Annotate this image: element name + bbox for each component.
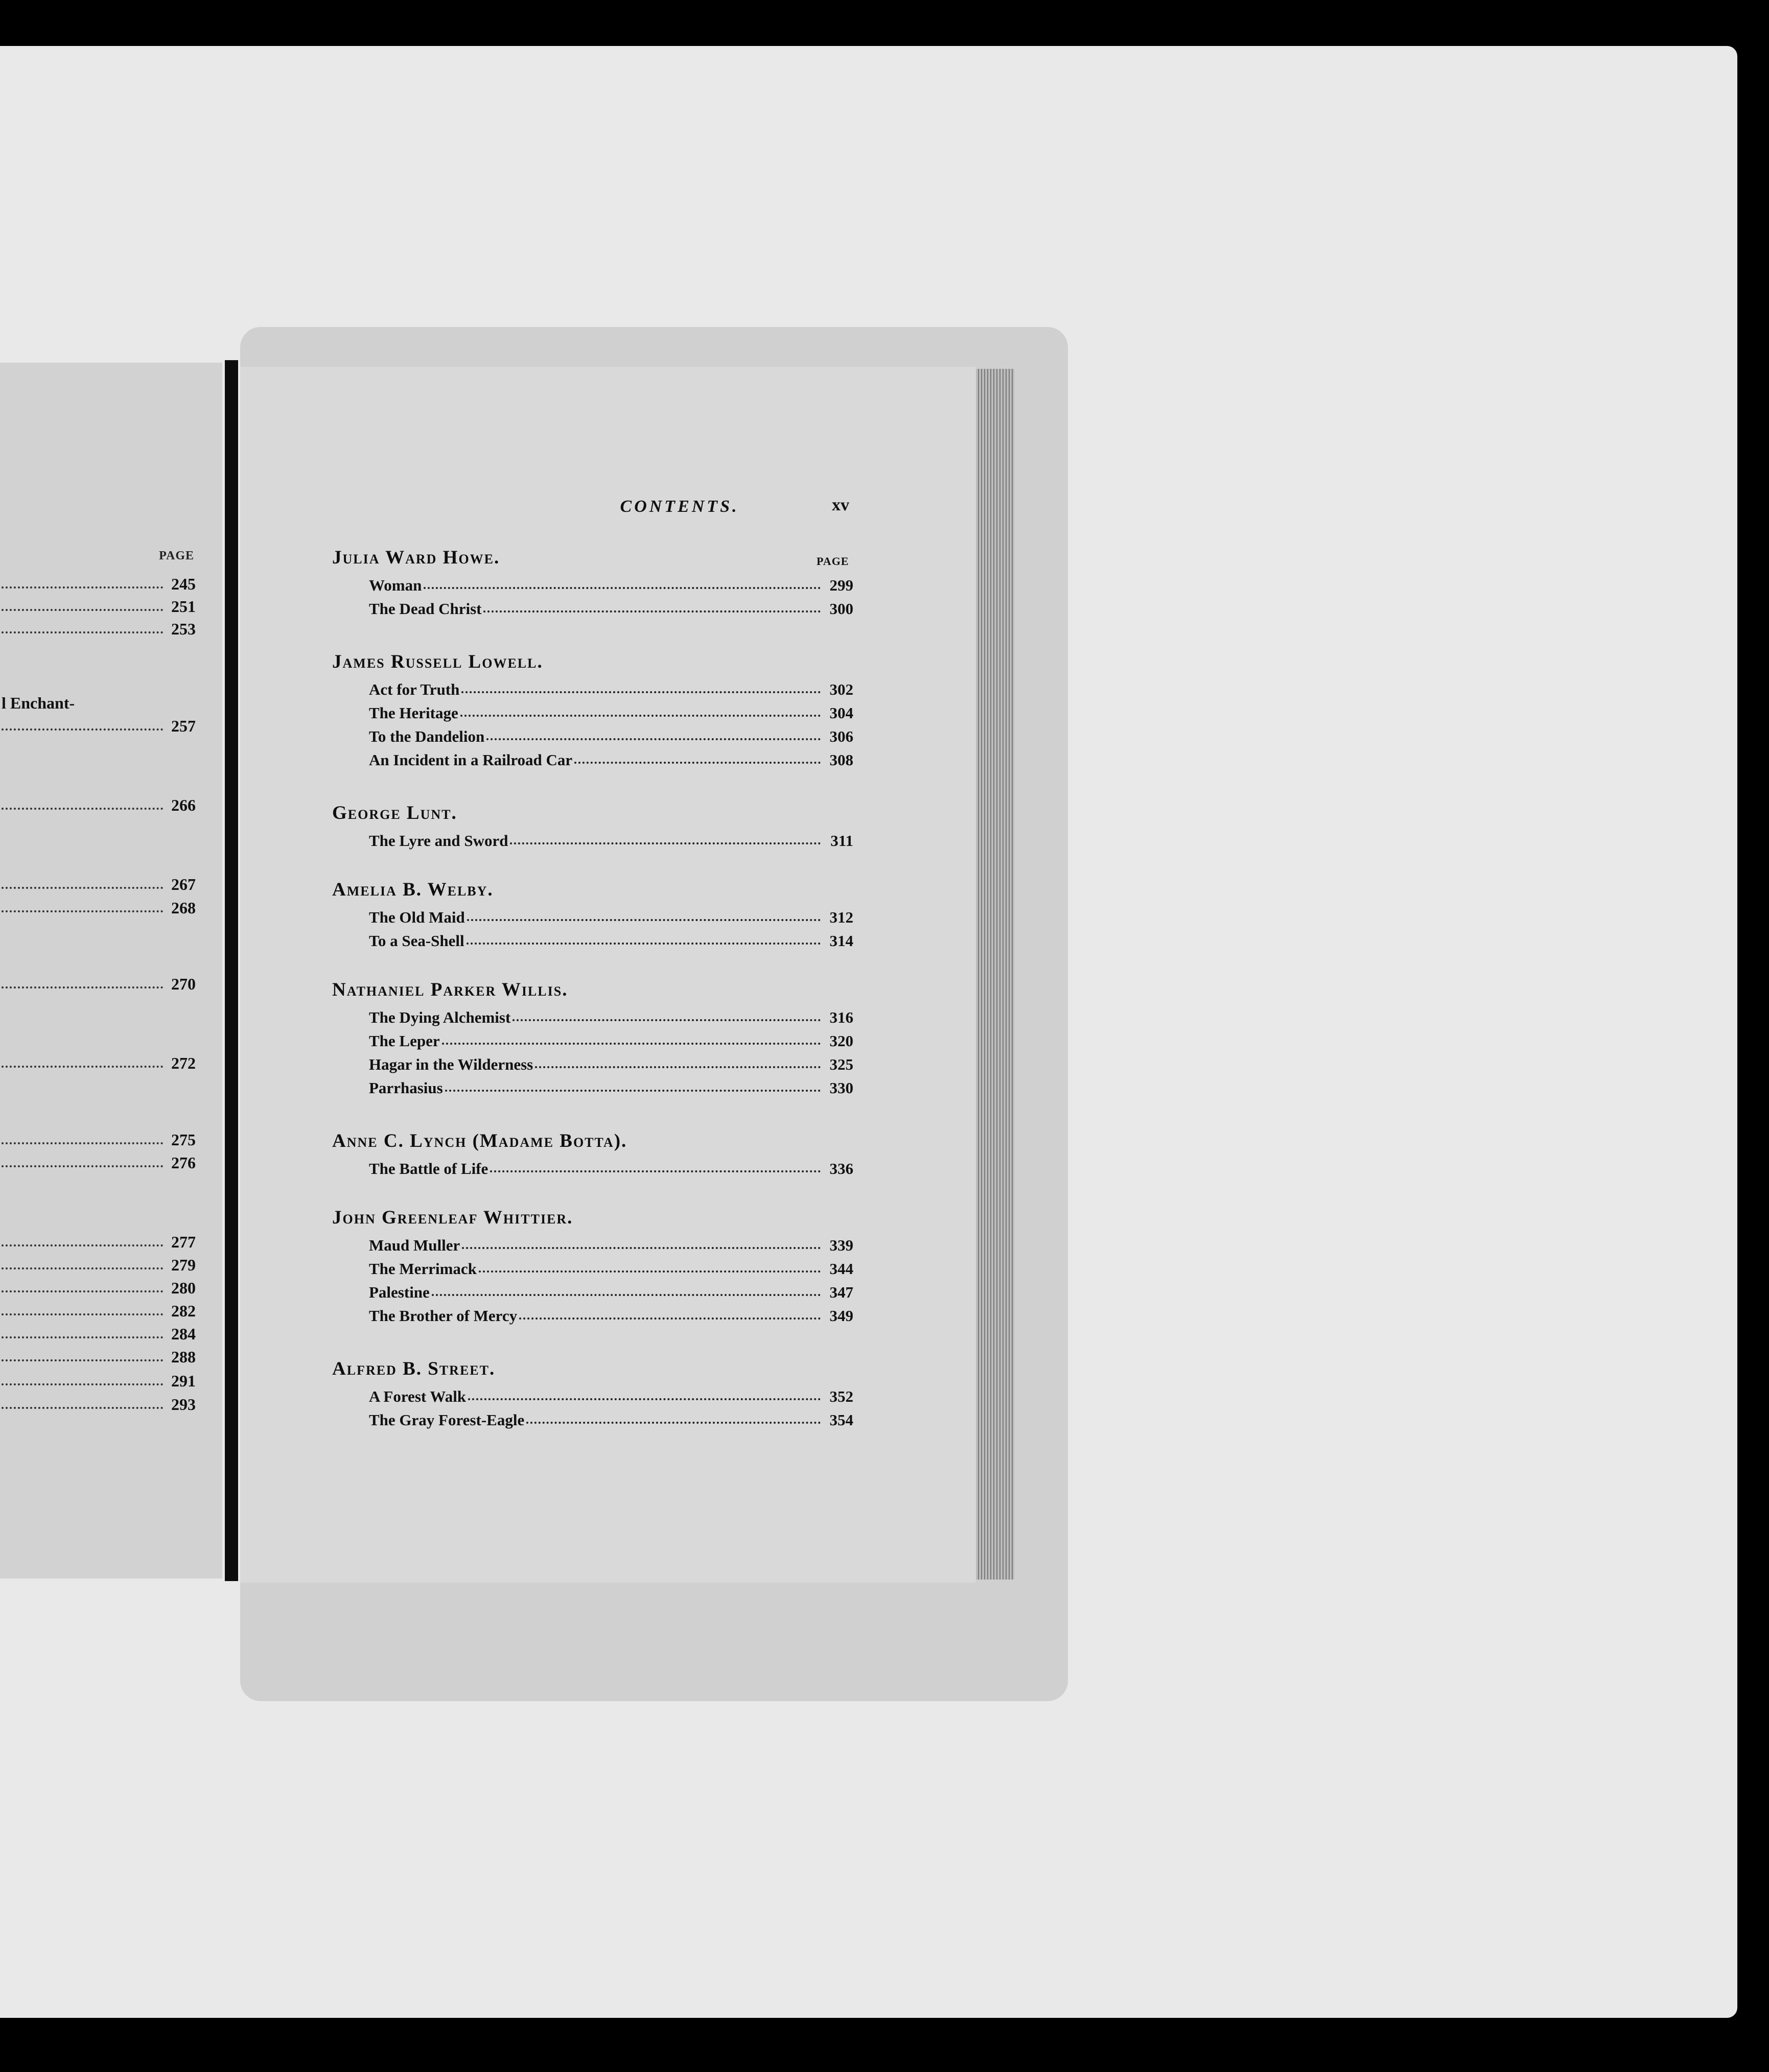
left-toc-page: 277 bbox=[171, 1233, 196, 1251]
left-toc-page: 272 bbox=[171, 1054, 196, 1072]
entry-title: The Heritage bbox=[369, 704, 458, 722]
left-toc-row bbox=[2, 973, 196, 994]
left-toc-row bbox=[2, 573, 196, 594]
running-head: CONTENTS. bbox=[620, 497, 739, 516]
entry-title: The Merrimack bbox=[369, 1260, 477, 1278]
entry-title: Palestine bbox=[369, 1283, 430, 1301]
toc-entry bbox=[332, 1050, 853, 1074]
toc-section bbox=[332, 1205, 853, 1325]
left-toc-page: 293 bbox=[171, 1395, 196, 1414]
left-toc-row bbox=[2, 1370, 196, 1391]
toc-entry bbox=[332, 699, 853, 722]
toc-section bbox=[332, 1128, 853, 1178]
entry-page: 320 bbox=[829, 1032, 853, 1050]
entry-page: 304 bbox=[829, 704, 853, 722]
author-heading: Julia Ward Howe. bbox=[332, 547, 500, 568]
entry-page: 336 bbox=[829, 1160, 853, 1178]
left-toc-page: 284 bbox=[171, 1325, 196, 1343]
entry-title: To a Sea-Shell bbox=[369, 932, 464, 950]
toc-entry bbox=[332, 927, 853, 950]
left-toc-page: 268 bbox=[171, 899, 196, 917]
left-toc-page: 266 bbox=[171, 796, 196, 814]
left-toc-row bbox=[2, 874, 196, 894]
left-toc-page: 280 bbox=[171, 1279, 196, 1297]
author-heading: Amelia B. Welby. bbox=[332, 879, 494, 900]
toc-entry bbox=[332, 675, 853, 699]
page-column-label: PAGE bbox=[817, 555, 849, 568]
left-toc-page: 276 bbox=[171, 1153, 196, 1172]
toc-section bbox=[332, 545, 853, 618]
left-toc-row bbox=[2, 1394, 196, 1414]
entry-title: Hagar in the Wilderness bbox=[369, 1055, 533, 1073]
toc-entry bbox=[332, 722, 853, 746]
toc-entry bbox=[332, 1255, 853, 1278]
entry-title: The Lyre and Sword bbox=[369, 832, 508, 850]
left-toc-row bbox=[2, 1277, 196, 1298]
entry-title: The Battle of Life bbox=[369, 1160, 488, 1178]
entry-page: 316 bbox=[829, 1008, 853, 1026]
entry-page: 311 bbox=[830, 832, 853, 850]
author-heading: George Lunt. bbox=[332, 803, 457, 823]
entry-title: A Forest Walk bbox=[369, 1387, 467, 1405]
left-toc-page: 291 bbox=[171, 1372, 196, 1390]
entry-title: To the Dandelion bbox=[369, 727, 485, 745]
left-toc-page: 267 bbox=[171, 875, 196, 893]
left-toc-row bbox=[2, 1300, 196, 1321]
entry-page: 312 bbox=[829, 908, 853, 926]
entry-page: 347 bbox=[829, 1283, 853, 1301]
left-toc-row bbox=[2, 1231, 196, 1252]
entry-page: 300 bbox=[829, 600, 853, 618]
toc-entry bbox=[332, 903, 853, 927]
entry-page: 314 bbox=[829, 932, 853, 950]
entry-page: 306 bbox=[829, 727, 853, 745]
entry-page: 325 bbox=[829, 1055, 853, 1073]
entry-page: 339 bbox=[829, 1236, 853, 1254]
book-gutter bbox=[225, 360, 238, 1581]
author-heading: Nathaniel Parker Willis. bbox=[332, 979, 568, 1000]
toc-entry bbox=[332, 746, 853, 769]
toc-entry bbox=[332, 1406, 853, 1429]
left-toc-page: 253 bbox=[171, 620, 196, 638]
toc-entry bbox=[332, 1231, 853, 1255]
entry-title: Act for Truth bbox=[369, 680, 460, 698]
toc-entry bbox=[332, 1278, 853, 1302]
left-page-column-label: PAGE bbox=[159, 549, 194, 562]
toc-section bbox=[332, 649, 853, 769]
left-toc-page: 270 bbox=[171, 975, 196, 993]
left-toc-page: 275 bbox=[171, 1131, 196, 1149]
left-toc-row bbox=[2, 897, 196, 917]
left-toc-page: 257 bbox=[171, 717, 196, 735]
toc-section bbox=[332, 877, 853, 950]
entry-page: 352 bbox=[829, 1387, 853, 1405]
toc-entry bbox=[332, 571, 853, 595]
author-heading: Alfred B. Street. bbox=[332, 1358, 496, 1379]
toc-entry bbox=[332, 595, 853, 618]
entry-title: The Gray Forest-Eagle bbox=[369, 1411, 525, 1429]
toc-entry bbox=[332, 1155, 853, 1178]
entry-page: 349 bbox=[829, 1307, 853, 1325]
toc-entry bbox=[332, 827, 853, 850]
entry-title: The Brother of Mercy bbox=[369, 1307, 518, 1325]
left-toc-row bbox=[2, 596, 196, 616]
entry-page: 308 bbox=[829, 751, 853, 769]
left-page bbox=[0, 363, 222, 1579]
toc-section bbox=[332, 977, 853, 1097]
left-toc-page: 279 bbox=[171, 1256, 196, 1274]
toc-entry bbox=[332, 1074, 853, 1097]
toc-entry bbox=[332, 1302, 853, 1325]
entry-title: The Dying Alchemist bbox=[369, 1008, 511, 1026]
entry-page: 344 bbox=[829, 1260, 853, 1278]
entry-title: Woman bbox=[369, 576, 422, 594]
entry-page: 302 bbox=[829, 680, 853, 698]
entry-page: 330 bbox=[829, 1079, 853, 1097]
left-toc-row bbox=[2, 1323, 196, 1344]
toc-entry bbox=[332, 1382, 853, 1406]
entry-title: Maud Muller bbox=[369, 1236, 460, 1254]
left-toc-page: 288 bbox=[171, 1348, 196, 1366]
author-heading: Anne C. Lynch (Madame Botta). bbox=[332, 1131, 627, 1151]
left-toc-row bbox=[2, 1254, 196, 1275]
left-toc-row bbox=[2, 794, 196, 815]
entry-page: 299 bbox=[829, 576, 853, 594]
left-toc-row bbox=[2, 1346, 196, 1367]
author-heading: John Greenleaf Whittier. bbox=[332, 1207, 573, 1228]
left-toc-page: 251 bbox=[171, 597, 196, 616]
left-toc-page: 245 bbox=[171, 575, 196, 593]
right-page bbox=[240, 367, 976, 1583]
author-heading: James Russell Lowell. bbox=[332, 651, 543, 672]
left-toc-row bbox=[2, 1152, 196, 1172]
toc-entry bbox=[332, 1027, 853, 1050]
entry-title: The Old Maid bbox=[369, 908, 465, 926]
left-toc-row bbox=[2, 1129, 196, 1149]
toc-section bbox=[332, 800, 853, 850]
left-toc-page: 282 bbox=[171, 1302, 196, 1320]
entry-title: The Leper bbox=[369, 1032, 440, 1050]
left-toc-row bbox=[2, 618, 196, 639]
page-number: xv bbox=[832, 496, 849, 514]
entry-title: An Incident in a Railroad Car bbox=[369, 751, 573, 769]
toc-section bbox=[332, 1356, 853, 1429]
entry-title: The Dead Christ bbox=[369, 600, 482, 618]
left-toc-row bbox=[2, 715, 196, 736]
left-toc-row: l Enchant- bbox=[2, 694, 75, 712]
page-edges bbox=[976, 369, 1014, 1580]
left-toc-row bbox=[2, 1052, 196, 1073]
entry-title: Parrhasius bbox=[369, 1079, 443, 1097]
entry-page: 354 bbox=[829, 1411, 853, 1429]
toc-entry bbox=[332, 1003, 853, 1027]
